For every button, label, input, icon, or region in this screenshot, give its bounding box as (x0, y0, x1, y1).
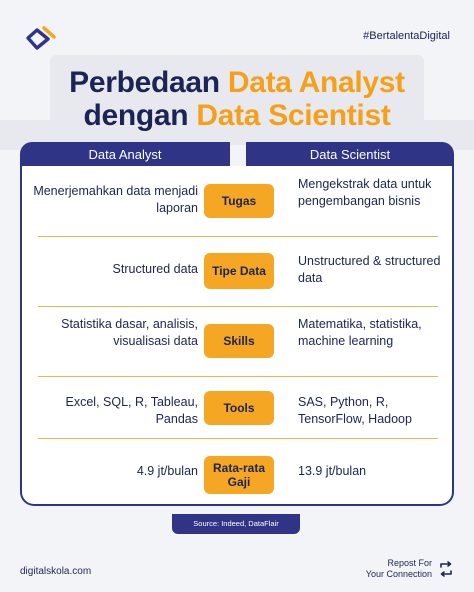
footer-website: digitalskola.com (20, 566, 92, 577)
row-category-pill: Tugas (204, 184, 274, 218)
row-right-text: Matematika, statistika, machine learning (298, 317, 422, 348)
row-right-text: 13.9 jt/bulan (298, 464, 367, 478)
row-category-pill: Rata-rata Gaji (204, 456, 274, 494)
title-prefix-1: Perbedaan (69, 66, 228, 99)
row-left-text: Statistika dasar, analisis, visualisasi data (61, 317, 198, 348)
row-left-text: Menerjemahkan data menjadi laporan (33, 184, 198, 215)
table-row-tipe-data (22, 236, 452, 306)
page-title-line1 (0, 66, 474, 100)
table-row-tugas (22, 166, 452, 236)
row-left-text: 4.9 jt/bulan (136, 464, 198, 478)
comparison-card (20, 166, 454, 506)
row-left-text: Excel, SQL, R, Tableau, Pandas (65, 395, 198, 426)
hashtag-label: #BertalentaDigital (363, 30, 450, 42)
page-title-line2 (0, 99, 474, 133)
table-row-gaji (22, 438, 452, 504)
repost-line-1: Repost For (387, 558, 432, 568)
repost-icon (438, 560, 454, 578)
row-category-pill: Skills (204, 324, 274, 358)
row-right-text: SAS, Python, R, TensorFlow, Hadoop (298, 395, 412, 426)
column-header-data-analyst: Data Analyst (20, 142, 230, 168)
row-right-text: Unstructured & structured data (298, 254, 441, 285)
digitalskola-logo-icon (24, 26, 56, 52)
table-row-skills (22, 306, 452, 376)
row-category-pill: Tools (204, 391, 274, 425)
footer-repost-text (366, 558, 432, 580)
column-header-data-scientist: Data Scientist (246, 142, 454, 168)
repost-line-2: Your Connection (365, 569, 432, 579)
row-right-text: Mengekstrak data untuk pengembangan bisnis (298, 177, 432, 208)
title-highlight-1: Data Analyst (227, 66, 405, 99)
row-category-pill: Tipe Data (204, 253, 274, 289)
row-left-text: Structured data (112, 262, 198, 276)
source-note: Source: Indeed, DataFlair (172, 514, 300, 534)
table-row-tools (22, 376, 452, 438)
title-prefix-2: dengan (83, 99, 197, 132)
title-highlight-2: Data Scientist (196, 99, 391, 132)
